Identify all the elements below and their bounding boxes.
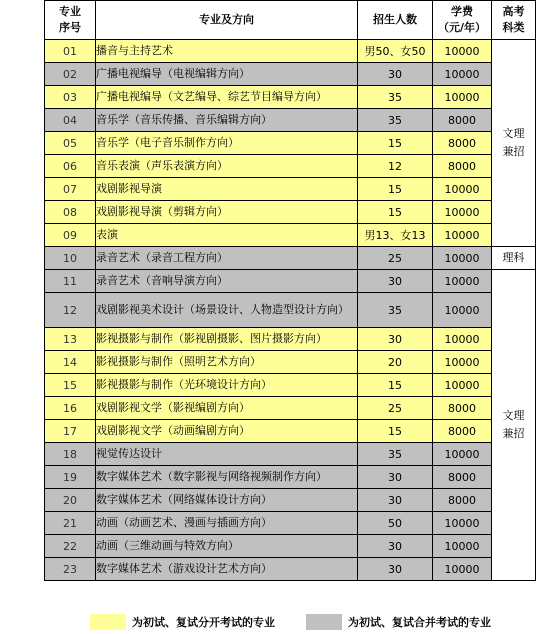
- row-major: 音乐表演（声乐表演方向）: [96, 155, 358, 178]
- row-count: 25: [358, 397, 433, 420]
- row-serial: 10: [45, 247, 96, 270]
- legend-yellow-label: 为初试、复试分开考试的专业: [132, 616, 275, 629]
- row-serial: 02: [45, 63, 96, 86]
- legend-gray-swatch: [306, 614, 342, 630]
- row-fee: 8000: [433, 489, 492, 512]
- row-major: 录音艺术（录音工程方向）: [96, 247, 358, 270]
- table-row: [45, 155, 536, 178]
- row-major: 数字媒体艺术（网络媒体设计方向）: [96, 489, 358, 512]
- row-serial: 20: [45, 489, 96, 512]
- table-row: [45, 558, 536, 581]
- table-row: [45, 224, 536, 247]
- row-count: 30: [358, 558, 433, 581]
- row-serial: 14: [45, 351, 96, 374]
- table-row: [45, 466, 536, 489]
- row-fee: 8000: [433, 397, 492, 420]
- table-row: [45, 132, 536, 155]
- row-count: 35: [358, 443, 433, 466]
- row-fee: 10000: [433, 443, 492, 466]
- category-cell: 理科: [492, 247, 536, 270]
- legend-gray-label: 为初试、复试合并考试的专业: [348, 616, 491, 629]
- table-row: [45, 247, 536, 270]
- table-row: [45, 178, 536, 201]
- row-count: 15: [358, 420, 433, 443]
- header-fee: 学费 （元/年）: [433, 1, 492, 40]
- row-major: 戏剧影视美术设计（场景设计、人物造型设计方向）: [96, 293, 358, 328]
- row-serial: 23: [45, 558, 96, 581]
- table-row: [45, 109, 536, 132]
- row-fee: 10000: [433, 512, 492, 535]
- table-row: [45, 40, 536, 63]
- row-major: 戏剧影视文学（动画编剧方向）: [96, 420, 358, 443]
- header-count: 招生人数: [358, 1, 433, 40]
- row-major: 广播电视编导（电视编辑方向）: [96, 63, 358, 86]
- table-row: [45, 489, 536, 512]
- row-serial: 19: [45, 466, 96, 489]
- header-serial: 专业 序号: [45, 1, 96, 40]
- row-count: 15: [358, 201, 433, 224]
- header-category: 高考 科类: [492, 1, 536, 40]
- row-fee: 10000: [433, 224, 492, 247]
- row-fee: 10000: [433, 293, 492, 328]
- row-count: 30: [358, 270, 433, 293]
- row-fee: 8000: [433, 109, 492, 132]
- row-major: 音乐学（音乐传播、音乐编辑方向）: [96, 109, 358, 132]
- table-row: [45, 63, 536, 86]
- row-major: 戏剧影视文学（影视编剧方向）: [96, 397, 358, 420]
- row-major: 影视摄影与制作（光环境设计方向）: [96, 374, 358, 397]
- row-fee: 10000: [433, 247, 492, 270]
- row-count: 男50、女50: [358, 40, 433, 63]
- row-major: 动画（三维动画与特效方向）: [96, 535, 358, 558]
- row-serial: 13: [45, 328, 96, 351]
- table-row: [45, 328, 536, 351]
- row-serial: 08: [45, 201, 96, 224]
- row-count: 35: [358, 293, 433, 328]
- row-serial: 11: [45, 270, 96, 293]
- row-fee: 10000: [433, 374, 492, 397]
- admissions-table: [44, 0, 536, 581]
- row-serial: 16: [45, 397, 96, 420]
- row-fee: 8000: [433, 466, 492, 489]
- row-count: 30: [358, 63, 433, 86]
- row-fee: 8000: [433, 420, 492, 443]
- table-row: [45, 374, 536, 397]
- category-cell: 文理 兼招: [492, 270, 536, 581]
- row-serial: 09: [45, 224, 96, 247]
- row-major: 播音与主持艺术: [96, 40, 358, 63]
- table-row: [45, 293, 536, 328]
- row-serial: 07: [45, 178, 96, 201]
- row-fee: 10000: [433, 535, 492, 558]
- row-count: 15: [358, 178, 433, 201]
- row-count: 30: [358, 489, 433, 512]
- category-cell: 文理 兼招: [492, 40, 536, 247]
- table-row: [45, 397, 536, 420]
- row-fee: 10000: [433, 86, 492, 109]
- row-count: 50: [358, 512, 433, 535]
- row-count: 15: [358, 132, 433, 155]
- row-fee: 8000: [433, 155, 492, 178]
- row-count: 35: [358, 109, 433, 132]
- row-count: 30: [358, 328, 433, 351]
- table-row: [45, 535, 536, 558]
- row-major: 录音艺术（音响导演方向）: [96, 270, 358, 293]
- row-count: 30: [358, 466, 433, 489]
- row-serial: 18: [45, 443, 96, 466]
- table-row: [45, 86, 536, 109]
- row-serial: 05: [45, 132, 96, 155]
- row-fee: 10000: [433, 558, 492, 581]
- row-fee: 10000: [433, 270, 492, 293]
- table-row: [45, 351, 536, 374]
- row-count: 15: [358, 374, 433, 397]
- header-major: 专业及方向: [96, 1, 358, 40]
- row-major: 数字媒体艺术（数字影视与网络视频制作方向）: [96, 466, 358, 489]
- row-fee: 10000: [433, 201, 492, 224]
- row-count: 25: [358, 247, 433, 270]
- legend-separate-exam: [90, 614, 275, 630]
- table-row: [45, 443, 536, 466]
- row-fee: 10000: [433, 63, 492, 86]
- row-major: 影视摄影与制作（影视剧摄影、图片摄影方向）: [96, 328, 358, 351]
- row-count: 男13、女13: [358, 224, 433, 247]
- legend-combined-exam: [306, 614, 491, 630]
- legend-yellow-swatch: [90, 614, 126, 630]
- row-fee: 10000: [433, 328, 492, 351]
- row-count: 20: [358, 351, 433, 374]
- table-row: [45, 512, 536, 535]
- row-fee: 10000: [433, 40, 492, 63]
- row-count: 12: [358, 155, 433, 178]
- row-major: 表演: [96, 224, 358, 247]
- row-serial: 06: [45, 155, 96, 178]
- header-row: [45, 1, 536, 40]
- table-row: [45, 201, 536, 224]
- row-count: 30: [358, 535, 433, 558]
- row-major: 影视摄影与制作（照明艺术方向）: [96, 351, 358, 374]
- row-major: 广播电视编导（文艺编导、综艺节目编导方向）: [96, 86, 358, 109]
- row-fee: 8000: [433, 132, 492, 155]
- row-serial: 17: [45, 420, 96, 443]
- row-serial: 01: [45, 40, 96, 63]
- row-major: 动画（动画艺术、漫画与插画方向）: [96, 512, 358, 535]
- row-serial: 21: [45, 512, 96, 535]
- row-fee: 10000: [433, 178, 492, 201]
- table-row: [45, 270, 536, 293]
- row-serial: 15: [45, 374, 96, 397]
- row-count: 35: [358, 86, 433, 109]
- row-serial: 12: [45, 293, 96, 328]
- row-major: 戏剧影视导演: [96, 178, 358, 201]
- row-fee: 10000: [433, 351, 492, 374]
- row-serial: 04: [45, 109, 96, 132]
- row-major: 戏剧影视导演（剪辑方向）: [96, 201, 358, 224]
- row-major: 数字媒体艺术（游戏设计艺术方向）: [96, 558, 358, 581]
- row-serial: 03: [45, 86, 96, 109]
- table-row: [45, 420, 536, 443]
- row-major: 视觉传达设计: [96, 443, 358, 466]
- row-serial: 22: [45, 535, 96, 558]
- row-major: 音乐学（电子音乐制作方向）: [96, 132, 358, 155]
